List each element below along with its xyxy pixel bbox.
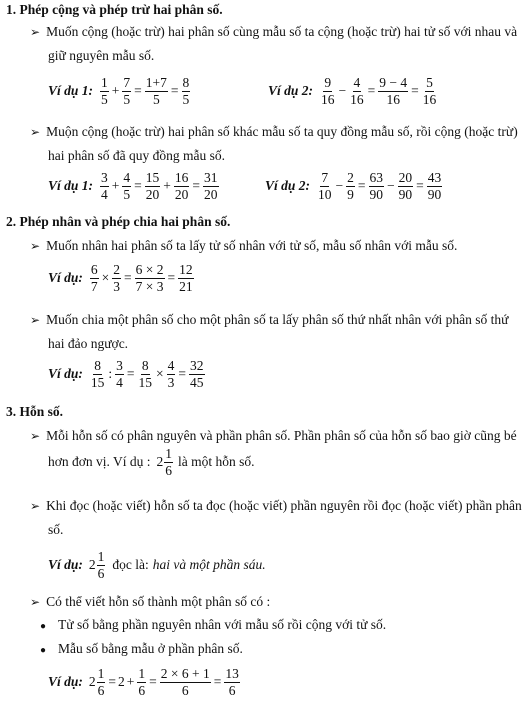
paragraph: ➢ Muốn cộng (hoặc trừ) hai phân số cùng mẫu số ta cộng (hoặc trừ) hai tử số với nhau và <box>30 24 518 39</box>
paragraph-cont: hai phân số đã quy đồng mẫu số. <box>48 148 225 163</box>
fraction: $\frac{63}{90}$ <box>369 170 384 202</box>
example-3-2: Ví dụ: 2 $\frac{1}{6}$ = 2 + $\frac{1}{6}$ = $\frac{2 \times 6 + 1}{6}$ = $\frac{13}{6}$ <box>48 666 239 698</box>
arrow-bullet-icon: ➢ <box>30 239 41 253</box>
arrow-bullet-icon: ➢ <box>30 429 41 443</box>
example-3-1: Ví dụ: 2 $\frac{1}{6}$ đọc là: hai và một phần sáu. <box>48 549 266 581</box>
fraction: $\frac{7}{5}$ <box>123 75 131 107</box>
paragraph: ➢ Khi đọc (hoặc viết) hỗn số ta đọc (hoặc viết) phần nguyên rồi đọc (hoặc viết) phần phân <box>30 498 522 513</box>
fraction: $\frac{32}{45}$ <box>190 358 204 390</box>
paragraph: ➢ Mỗi hỗn số có phân nguyên và phần phân số. Phần phân số của hỗn số bao giờ cũng bé <box>30 428 517 443</box>
fraction: $\frac{1}{6}$ <box>165 446 173 478</box>
fraction: $\frac{1}{6}$ <box>97 549 105 581</box>
fraction: $\frac{4}{16}$ <box>350 75 364 107</box>
fraction: $\frac{1+7}{5}$ <box>145 75 167 107</box>
bullet-dot-icon: ● <box>40 645 47 656</box>
arrow-bullet-icon: ➢ <box>30 313 41 327</box>
example-2-2: Ví dụ: $\frac{8}{15}$ : $\frac{3}{4}$ = $\frac{8}{15}$ × $\frac{4}{3}$ = $\frac{32}{45}$ <box>48 358 204 390</box>
fraction: $\frac{1}{6}$ <box>97 666 105 698</box>
fraction: $\frac{2}{9}$ <box>347 170 354 202</box>
fraction: $\frac{1}{6}$ <box>138 666 146 698</box>
fraction: $\frac{13}{6}$ <box>225 666 239 698</box>
fraction: $\frac{2 \times 6 + 1}{6}$ <box>160 666 210 698</box>
paragraph: ➢ Có thể viết hỗn số thành một phân số có : <box>30 594 271 609</box>
section-1-title: 1. Phép cộng và phép trừ hai phân số. <box>6 2 223 17</box>
fraction: $\frac{12}{21}$ <box>179 262 193 294</box>
fraction: $\frac{20}{90}$ <box>398 170 413 202</box>
fraction: $\frac{15}{20}$ <box>145 170 160 202</box>
fraction: $\frac{1}{5}$ <box>101 75 108 107</box>
bullet-item: ● Tử số bằng phần nguyên nhân với mẫu số rồi cộng với tử số. <box>40 617 387 632</box>
arrow-bullet-icon: ➢ <box>30 25 41 39</box>
paragraph: ➢ Muốn chia một phân số cho một phân số ta lấy phân số thứ nhất nhân với phân số thứ <box>30 312 509 327</box>
bullet-item: ● Mẫu số bằng mẫu ở phần phân số. <box>40 641 243 656</box>
fraction: $\frac{7}{10}$ <box>318 170 332 202</box>
bullet-dot-icon: ● <box>40 621 47 632</box>
fraction: $\frac{8}{15}$ <box>90 358 105 390</box>
fraction: $\frac{8}{5}$ <box>182 75 190 107</box>
fraction: $\frac{6 \times 2}{7 \times 3}$ <box>135 262 164 294</box>
example-2-1: Ví dụ: $\frac{6}{7}$ × $\frac{2}{3}$ = $\frac{6 \times 2}{7 \times 3}$ = $\frac{12}{21}$ <box>48 262 193 294</box>
fraction: $\frac{3}{4}$ <box>116 358 123 390</box>
paragraph-cont: giữ nguyên mẫu số. <box>48 48 155 63</box>
paragraph-cont: hơn đơn vị. Ví dụ : 2 $\frac{1}{6}$ là một hỗn số. <box>48 446 255 478</box>
example-1-3: Ví dụ 1: $\frac{3}{4}$ + $\frac{4}{5}$ = $\frac{15}{20}$ + $\frac{16}{20}$ = $\frac{31}{20}$ <box>48 170 218 202</box>
example-1-1: Ví dụ 1: $\frac{1}{5}$ + $\frac{7}{5}$ = $\frac{1+7}{5}$ = $\frac{8}{5}$ <box>48 75 190 107</box>
fraction: $\frac{2}{3}$ <box>113 262 121 294</box>
fraction: $\frac{4}{5}$ <box>123 170 131 202</box>
fraction: $\frac{4}{3}$ <box>167 358 175 390</box>
fraction: $\frac{9 - 4}{16}$ <box>379 75 408 107</box>
fraction: $\frac{31}{20}$ <box>204 170 218 202</box>
fraction: $\frac{6}{7}$ <box>90 262 98 294</box>
fraction: $\frac{5}{16}$ <box>422 75 437 107</box>
paragraph-cont: số. <box>48 522 64 537</box>
paragraph-cont: hai đảo ngược. <box>48 336 129 351</box>
fraction: $\frac{3}{4}$ <box>101 170 108 202</box>
fraction: $\frac{43}{90}$ <box>427 170 442 202</box>
fraction: $\frac{8}{15}$ <box>138 358 153 390</box>
fraction: $\frac{16}{20}$ <box>174 170 189 202</box>
example-1-2: Ví dụ 2: $\frac{9}{16}$ − $\frac{4}{16}$ = $\frac{9 - 4}{16}$ = $\frac{5}{16}$ <box>268 75 437 107</box>
section-2-title: 2. Phép nhân và phép chia hai phân số. <box>6 214 231 229</box>
arrow-bullet-icon: ➢ <box>30 125 41 139</box>
arrow-bullet-icon: ➢ <box>30 499 41 513</box>
arrow-bullet-icon: ➢ <box>30 595 41 609</box>
section-3-title: 3. Hỗn số. <box>6 404 64 419</box>
paragraph: ➢ Muốn nhân hai phân số ta lấy tử số nhân với tử số, mẫu số nhân với mẫu số. <box>30 238 458 253</box>
example-1-4: Ví dụ 2: $\frac{7}{10}$ − $\frac{2}{9}$ = $\frac{63}{90}$ − $\frac{20}{90}$ = $\frac{43}{90}$ <box>265 170 442 202</box>
paragraph: ➢ Muộn cộng (hoặc trừ) hai phân số khác mẫu số ta quy đồng mẫu số, rồi cộng (hoặc trừ) <box>30 124 518 139</box>
fraction: $\frac{9}{16}$ <box>321 75 335 107</box>
